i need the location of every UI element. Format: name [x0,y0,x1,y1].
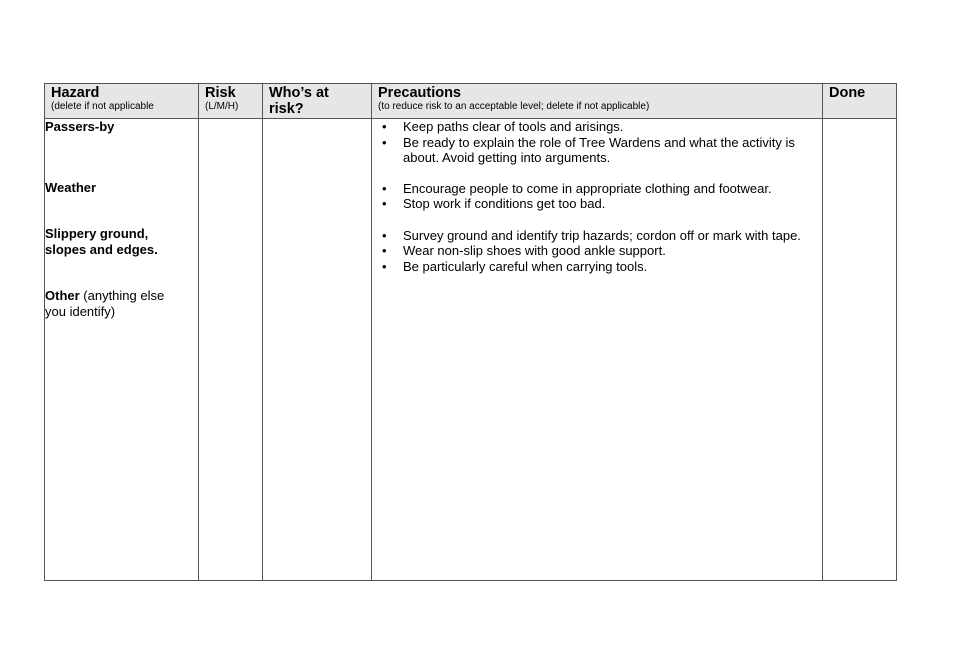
hazard-column[interactable] [45,119,199,581]
header-row [45,84,897,119]
done-header [823,84,897,119]
risk-header-title: Risk [205,85,236,101]
precaution-item: • Wear non-slip shoes with good ankle support. [372,243,822,259]
done-column[interactable] [823,119,897,581]
hazard-header-title: Hazard [51,85,100,101]
hazard-header [45,84,199,119]
precautions-header-title: Precautions [378,85,461,101]
risk-header [199,84,263,119]
precautions-column[interactable] [372,119,823,581]
precaution-item: • Keep paths clear of tools and arisings. [372,119,822,135]
precautions-header [372,84,823,119]
risk-assessment-table [44,83,897,581]
risk-header-note: (L/M/H) [205,101,239,112]
hazard-slippery-ground: Slippery ground, slopes and edges. [45,226,158,257]
hazard-passers-by: Passers-by [45,119,115,134]
hazard-header-note: (delete if not applicable [51,101,154,112]
precaution-item: • Be particularly careful when carrying tools. [372,259,822,275]
who-at-risk-column[interactable] [263,119,372,581]
who-at-risk-header [263,84,372,119]
precautions-header-note: (to reduce risk to an acceptable level; delete if not applicable) [378,101,650,112]
precaution-item: • Encourage people to come in appropriate clothing and footwear. [372,181,822,197]
body-row [45,119,897,581]
precaution-item: • Stop work if conditions get too bad. [372,196,822,212]
precautions-weather [372,181,822,212]
precautions-passers-by [372,119,822,166]
precaution-item: • Be ready to explain the role of Tree Wardens and what the activity is about. Avoid getting into arguments. [372,135,822,166]
risk-column[interactable] [199,119,263,581]
hazard-other: Other (anything else you identify) [45,288,165,319]
hazard-weather: Weather [45,180,97,195]
precaution-item: • Survey ground and identify trip hazards; cordon off or mark with tape. [372,228,822,244]
precautions-slippery-ground [372,228,822,275]
who-at-risk-header-title: Who’s at risk? [269,85,329,117]
done-header-title: Done [829,85,866,101]
